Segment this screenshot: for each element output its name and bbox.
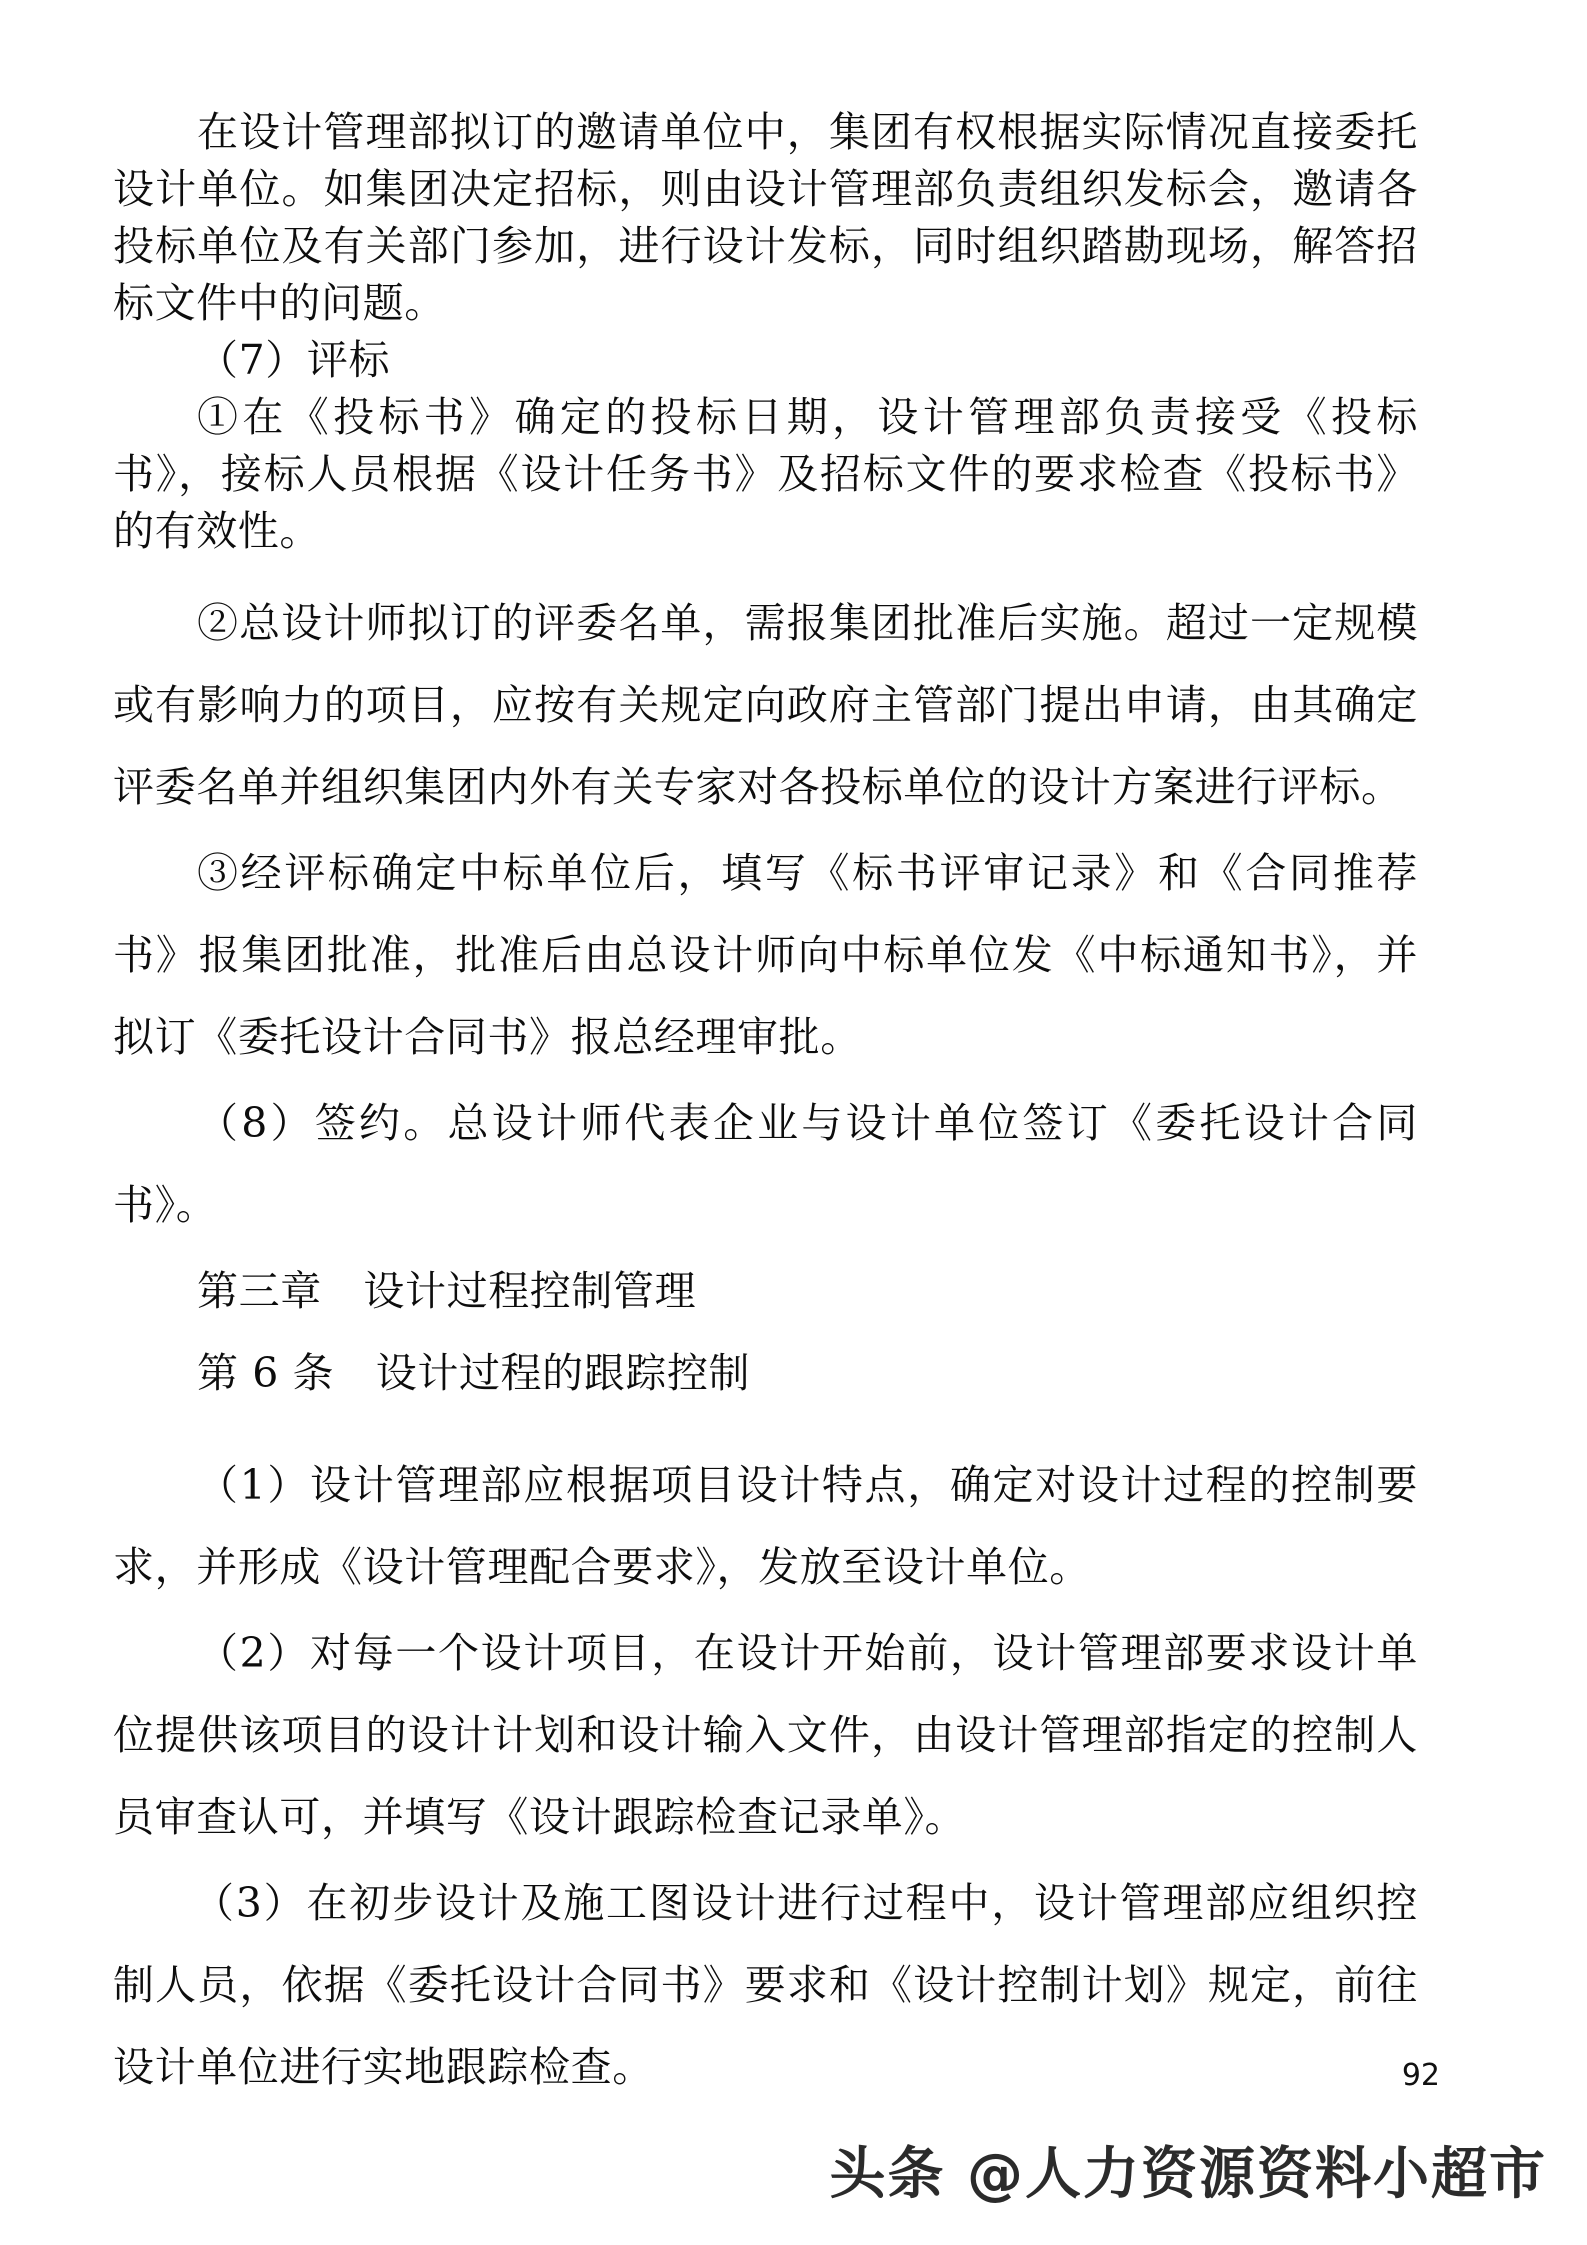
page-number: 92 bbox=[1401, 2058, 1440, 2093]
paragraph-item-7-heading: （7）评标 bbox=[197, 336, 391, 384]
paragraph-item-3-winning-unit: ③经评标确定中标单位后，填写《标书评审记录》和《合同推荐书》报集团批准，批准后由总设计师向中标单位发《中标通知书》，并拟订《委托设计合同书》报总经理审批。 bbox=[113, 849, 1418, 1061]
paragraph-invited-units: 在设计管理部拟订的邀请单位中，集团有权根据实际情况直接委托设计单位。如集团决定招标，则由设计管理部负责组织发标会，邀请各投标单位及有关部门参加，进行设计发标，同时组织踏勘现场，解答招标文件中的问题。 bbox=[113, 108, 1418, 327]
paragraph-clause-1-control-requirements: （1）设计管理部应根据项目设计特点，确定对设计过程的控制要求，并形成《设计管理配合要求》，发放至设计单位。 bbox=[113, 1461, 1418, 1591]
paragraph-clause-3-onsite-inspection: （3）在初步设计及施工图设计进行过程中，设计管理部应组织控制人员，依据《委托设计合同书》要求和《设计控制计划》规定，前往设计单位进行实地跟踪检查。 bbox=[113, 1879, 1418, 2091]
paragraph-item-2-judging-panel: ②总设计师拟订的评委名单，需报集团批准后实施。超过一定规模或有影响力的项目，应按有关规定向政府主管部门提出申请，由其确定评委名单并组织集团内外有关专家对各投标单位的设计方案进行评标。 bbox=[113, 599, 1418, 811]
paragraph-item-1-bid-date: ①在《投标书》确定的投标日期，设计管理部负责接受《投标书》，接标人员根据《设计任务书》及招标文件的要求检查《投标书》的有效性。 bbox=[113, 393, 1418, 555]
paragraph-item-8-signing: （8）签约。总设计师代表企业与设计单位签订《委托设计合同书》。 bbox=[113, 1099, 1418, 1229]
article-heading-6: 第 6 条 设计过程的跟踪控制 bbox=[197, 1349, 751, 1397]
spacer bbox=[113, 1414, 1418, 1444]
spacer bbox=[113, 560, 1418, 582]
paragraph-clause-2-design-plan: （2）对每一个设计项目，在设计开始前，设计管理部要求设计单位提供该项目的设计计划和设计输入文件，由设计管理部指定的控制人员审查认可，并填写《设计跟踪检查记录单》。 bbox=[113, 1629, 1418, 1841]
document-text-column bbox=[113, 104, 1418, 2108]
watermark: 头条 @人力资源资料小超市 bbox=[829, 2142, 1547, 2207]
chapter-heading-three: 第三章 设计过程控制管理 bbox=[197, 1267, 697, 1315]
